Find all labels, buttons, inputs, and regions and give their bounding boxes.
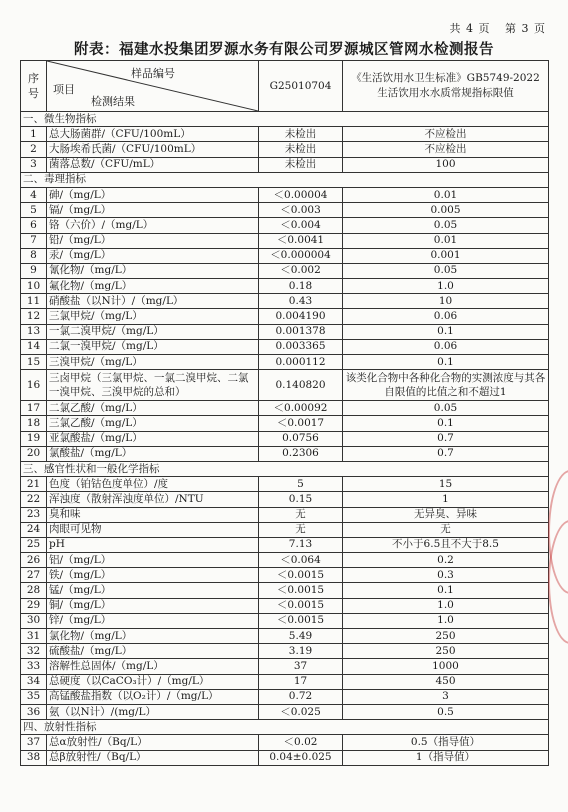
total-pages: 共 4 页 [449,22,491,35]
row-limit: 450 [343,674,549,689]
row-no: 3 [21,157,47,172]
row-item: 铅/（mg/L） [47,233,259,248]
row-no: 31 [21,629,47,644]
row-no: 11 [21,294,47,309]
row-result: 0.04±0.025 [259,750,343,765]
row-no: 26 [21,553,47,568]
row-result: 3.19 [259,644,343,659]
table-row [21,233,549,248]
row-result: 无 [259,522,343,537]
row-no: 6 [21,218,47,233]
row-item: 三溴甲烷/（mg/L） [47,355,259,370]
row-item: 肉眼可见物 [47,522,259,537]
section-title: 四、放射性指标 [21,720,549,735]
table-row [21,324,549,339]
row-result: 0.72 [259,689,343,704]
row-result: 0.140820 [259,370,343,401]
table-row [21,218,549,233]
row-no: 21 [21,477,47,492]
row-item: 铁/（mg/L） [47,568,259,583]
row-item: 总β放射性/（Bq/L） [47,750,259,765]
row-result: 5 [259,477,343,492]
row-result: 0.18 [259,279,343,294]
report-title: 附表：福建水投集团罗源水务有限公司罗源城区管网水检测报告 [74,42,494,58]
row-no: 15 [21,355,47,370]
row-limit: 0.005 [343,203,549,218]
row-item: 总α放射性/（Bq/L） [47,735,259,750]
table-row [21,750,549,765]
test-results-table [20,60,549,766]
row-item: 高锰酸盐指数（以O₂计）/（mg/L） [47,689,259,704]
row-result: 未检出 [259,157,343,172]
row-no: 16 [21,370,47,401]
row-result: ＜0.0017 [259,416,343,431]
table-header [21,61,549,112]
table-row [21,537,549,552]
table-row [21,203,549,218]
row-result: ＜0.003 [259,203,343,218]
row-item: 氯酸盐/（mg/L） [47,446,259,461]
table-row [21,339,549,354]
table-row [21,507,549,522]
header-item: 项目 [53,83,75,96]
row-no: 2 [21,142,47,157]
row-result: 0.43 [259,294,343,309]
row-result: ＜0.0041 [259,233,343,248]
row-result: ＜0.00092 [259,401,343,416]
row-limit: 0.05 [343,401,549,416]
row-item: 锌/（mg/L） [47,613,259,628]
row-limit: 0.01 [343,187,549,202]
row-result: 0.2306 [259,446,343,461]
row-item: pH [47,537,259,552]
row-no: 38 [21,750,47,765]
row-no: 10 [21,279,47,294]
row-item: 二氯一溴甲烷/（mg/L） [47,339,259,354]
table-row [21,309,549,324]
row-limit: 1.0 [343,279,549,294]
section-row [21,172,549,187]
row-no: 14 [21,339,47,354]
row-limit: 0.001 [343,248,549,263]
row-limit: 3 [343,689,549,704]
section-title: 一、微生物指标 [21,112,549,127]
row-limit: 15 [343,477,549,492]
table-row [21,294,549,309]
row-result: 7.13 [259,537,343,552]
header-sample-code: G25010704 [259,61,343,112]
table-row [21,674,549,689]
table-row [21,629,549,644]
row-limit: 100 [343,157,549,172]
row-result: 无 [259,507,343,522]
table-row [21,401,549,416]
row-item: 铜/（mg/L） [47,598,259,613]
row-no: 1 [21,127,47,142]
row-no: 33 [21,659,47,674]
row-no: 22 [21,492,47,507]
row-no: 20 [21,446,47,461]
row-item: 砷/（mg/L） [47,187,259,202]
table-row [21,704,549,719]
row-no: 24 [21,522,47,537]
row-no: 8 [21,248,47,263]
table-row [21,553,549,568]
row-limit: 0.1 [343,583,549,598]
row-result: ＜0.0015 [259,568,343,583]
table-row [21,187,549,202]
row-no: 34 [21,674,47,689]
row-no: 37 [21,735,47,750]
row-no: 32 [21,644,47,659]
row-item: 一氯二溴甲烷/（mg/L） [47,324,259,339]
row-limit: 10 [343,294,549,309]
row-item: 色度（铂钴色度单位）/度 [47,477,259,492]
section-row [21,720,549,735]
header-standard: 《生活饮用水卫生标准》GB5749-2022 生活饮用水水质常规指标限值 [343,61,549,112]
row-result: ＜0.00004 [259,187,343,202]
row-result: ＜0.025 [259,704,343,719]
row-limit: 250 [343,644,549,659]
row-limit: 无异臭、异味 [343,507,549,522]
row-no: 4 [21,187,47,202]
table-row [21,127,549,142]
row-limit: 该类化合物中各种化合物的实测浓度与其各自限值的比值之和不超过1 [343,370,549,401]
row-result: ＜0.000004 [259,248,343,263]
row-item: 三氯甲烷/（mg/L） [47,309,259,324]
row-no: 7 [21,233,47,248]
table-row [21,598,549,613]
row-item: 硝酸盐（以N计）/（mg/L） [47,294,259,309]
table-row [21,157,549,172]
row-result: 未检出 [259,127,343,142]
table-row [21,522,549,537]
row-item: 亚氯酸盐/（mg/L） [47,431,259,446]
row-no: 12 [21,309,47,324]
row-item: 氨（以N计）/(mg/L） [47,704,259,719]
row-result: 0.004190 [259,309,343,324]
row-result: ＜0.0015 [259,583,343,598]
row-item: 硫酸盐/（mg/L） [47,644,259,659]
row-result: 37 [259,659,343,674]
row-result: 0.003365 [259,339,343,354]
row-item: 铝/（mg/L） [47,553,259,568]
section-title: 二、毒理指标 [21,172,549,187]
section-row [21,461,549,476]
row-limit: 0.7 [343,446,549,461]
page-number [450,20,547,36]
table-row [21,446,549,461]
row-item: 三卤甲烷（三氯甲烷、一氯二溴甲烷、二氯一溴甲烷、三溴甲烷的总和） [47,370,259,401]
row-limit: 0.05 [343,218,549,233]
row-limit: 0.06 [343,309,549,324]
row-item: 氰化物/（mg/L） [47,263,259,278]
row-limit: 0.05 [343,263,549,278]
row-limit: 1（指导值） [343,750,549,765]
row-item: 氯化物/（mg/L） [47,629,259,644]
row-limit: 250 [343,629,549,644]
row-limit: 0.3 [343,568,549,583]
table-row [21,613,549,628]
header-result-label: 检测结果 [91,95,135,108]
table-row [21,431,549,446]
row-result: 未检出 [259,142,343,157]
row-item: 大肠埃希氏菌/（CFU/100mL） [47,142,259,157]
header-sample-code-label: 样品编号 [131,67,175,80]
row-result: 17 [259,674,343,689]
row-no: 25 [21,537,47,552]
row-limit: 0.06 [343,339,549,354]
row-no: 17 [21,401,47,416]
table-row [21,583,549,598]
row-limit: 0.5（指导值） [343,735,549,750]
row-limit: 1.0 [343,613,549,628]
row-no: 35 [21,689,47,704]
row-limit: 0.1 [343,416,549,431]
row-item: 铬（六价）/（mg/L） [47,218,259,233]
table-row [21,659,549,674]
row-item: 总硬度（以CaCO₃计）/（mg/L） [47,674,259,689]
table-row [21,735,549,750]
table-row [21,263,549,278]
row-no: 28 [21,583,47,598]
row-limit: 不应检出 [343,127,549,142]
table-row [21,248,549,263]
table-row [21,355,549,370]
row-limit: 无 [343,522,549,537]
row-no: 18 [21,416,47,431]
section-row [21,112,549,127]
row-no: 30 [21,613,47,628]
row-result: 0.15 [259,492,343,507]
row-item: 二氯乙酸/（mg/L） [47,401,259,416]
table-row [21,279,549,294]
row-result: 5.49 [259,629,343,644]
row-item: 三氯乙酸/（mg/L） [47,416,259,431]
row-item: 汞/（mg/L） [47,248,259,263]
row-limit: 0.2 [343,553,549,568]
row-no: 23 [21,507,47,522]
row-limit: 不应检出 [343,142,549,157]
row-limit: 0.1 [343,355,549,370]
row-limit: 0.01 [343,233,549,248]
row-no: 29 [21,598,47,613]
table-row [21,492,549,507]
row-limit: 0.5 [343,704,549,719]
row-limit: 1.0 [343,598,549,613]
row-result: ＜0.0015 [259,613,343,628]
current-page: 第 3 页 [505,22,546,35]
row-item: 镉/（mg/L） [47,203,259,218]
row-result: ＜0.064 [259,553,343,568]
row-item: 臭和味 [47,507,259,522]
row-item: 溶解性总固体/（mg/L） [47,659,259,674]
row-item: 浑浊度（散射浑浊度单位）/NTU [47,492,259,507]
row-item: 总大肠菌群/（CFU/100mL） [47,127,259,142]
row-result: 0.001378 [259,324,343,339]
table-row [21,689,549,704]
row-no: 13 [21,324,47,339]
row-no: 27 [21,568,47,583]
row-result: ＜0.02 [259,735,343,750]
row-limit: 1 [343,492,549,507]
table-row [21,644,549,659]
section-title: 三、感官性状和一般化学指标 [21,461,549,476]
table-row [21,370,549,401]
row-no: 9 [21,263,47,278]
table-row [21,416,549,431]
row-result: ＜0.004 [259,218,343,233]
row-item: 氟化物/（mg/L） [47,279,259,294]
header-diagonal-cell [47,61,259,112]
row-result: 0.0756 [259,431,343,446]
header-no: 序号 [21,61,47,112]
table-row [21,568,549,583]
row-limit: 1000 [343,659,549,674]
row-item: 锰/（mg/L） [47,583,259,598]
row-result: 0.000112 [259,355,343,370]
row-item: 菌落总数/（CFU/mL） [47,157,259,172]
row-result: ＜0.002 [259,263,343,278]
table-row [21,477,549,492]
row-limit: 0.1 [343,324,549,339]
row-limit: 0.7 [343,431,549,446]
table-row [21,142,549,157]
row-limit: 不小于6.5且不大于8.5 [343,537,549,552]
row-result: ＜0.0015 [259,598,343,613]
row-no: 19 [21,431,47,446]
row-no: 5 [21,203,47,218]
row-no: 36 [21,704,47,719]
